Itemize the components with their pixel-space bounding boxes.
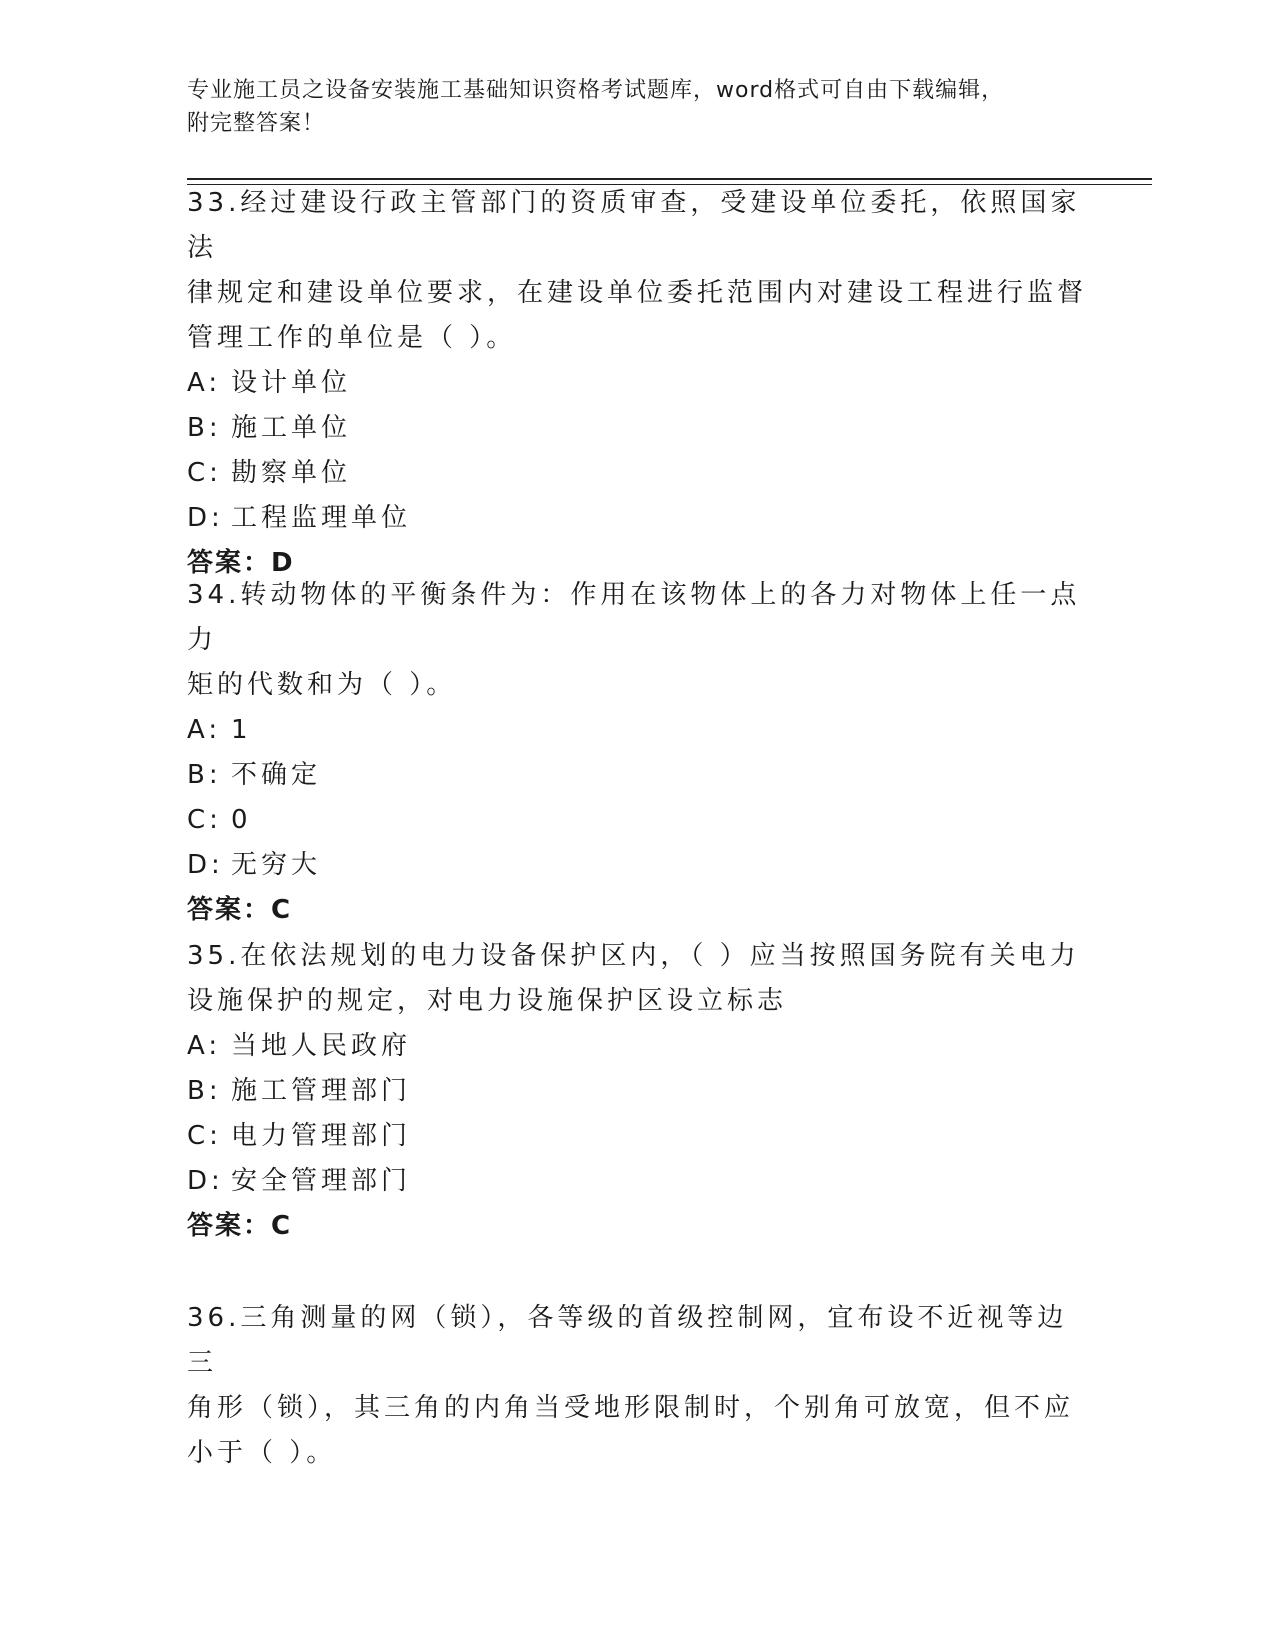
option-b	[187, 753, 1087, 798]
answer-label: 答案：	[187, 1211, 272, 1241]
option-c	[187, 1114, 1087, 1159]
question-36	[187, 1296, 1087, 1476]
question-33	[187, 181, 1087, 586]
option-text: 无穷大	[231, 850, 322, 880]
question-35	[187, 934, 1087, 1249]
option-letter: A:	[187, 715, 222, 745]
option-letter: B:	[187, 413, 222, 443]
option-text: 1	[231, 715, 252, 745]
option-letter: B:	[187, 760, 222, 790]
option-a	[187, 708, 1087, 753]
question-text	[187, 181, 1087, 361]
option-letter: C:	[187, 805, 222, 835]
option-letter: D:	[187, 850, 224, 880]
answer-label: 答案：	[187, 895, 272, 925]
option-letter: A:	[187, 368, 222, 398]
question-line: 34.转动物体的平衡条件为：作用在该物体上的各力对物体上任一点力	[187, 580, 1081, 655]
question-line: 35.在依法规划的电力设备保护区内，（ ）应当按照国务院有关电力	[187, 941, 1080, 971]
question-line: 小于（ ）。	[187, 1438, 337, 1468]
question-line: 矩的代数和为（ ）。	[187, 670, 457, 700]
option-text: 勘察单位	[231, 458, 352, 488]
question-line: 律规定和建设单位要求，在建设单位委托范围内对建设工程进行监督	[187, 278, 1088, 308]
option-a	[187, 1024, 1087, 1069]
option-d	[187, 843, 1087, 888]
question-text	[187, 934, 1087, 1024]
answer-value: C	[271, 895, 293, 925]
option-text: 电力管理部门	[231, 1121, 412, 1151]
option-text: 当地人民政府	[231, 1031, 412, 1061]
question-line: 33.经过建设行政主管部门的资质审查，受建设单位委托，依照国家法	[187, 188, 1081, 263]
option-letter: C:	[187, 1121, 222, 1151]
option-c	[187, 798, 1087, 843]
header-line-1: 专业施工员之设备安装施工基础知识资格考试题库，word格式可自由下载编辑，	[187, 78, 1005, 103]
option-d	[187, 496, 1087, 541]
option-text: 0	[231, 805, 252, 835]
option-text: 施工单位	[231, 413, 352, 443]
question-text	[187, 573, 1087, 708]
option-b	[187, 406, 1087, 451]
option-letter: B:	[187, 1076, 222, 1106]
document-header	[187, 74, 1067, 140]
option-letter: A:	[187, 1031, 222, 1061]
question-text	[187, 1296, 1087, 1476]
answer-label: 答案：	[187, 548, 272, 578]
option-a	[187, 361, 1087, 406]
option-c	[187, 451, 1087, 496]
option-letter: D:	[187, 503, 224, 533]
option-letter: C:	[187, 458, 222, 488]
option-text: 工程监理单位	[231, 503, 412, 533]
answer-line	[187, 888, 1087, 933]
answer-value: C	[271, 1211, 293, 1241]
option-b	[187, 1069, 1087, 1114]
header-line-2: 附完整答案！	[187, 111, 326, 136]
answer-line	[187, 1204, 1087, 1249]
option-text: 设计单位	[231, 368, 352, 398]
option-letter: D:	[187, 1166, 224, 1196]
option-d	[187, 1159, 1087, 1204]
answer-value: D	[271, 548, 295, 578]
option-text: 不确定	[231, 760, 322, 790]
question-line: 36.三角测量的网（锁），各等级的首级控制网，宜布设不近视等边三	[187, 1303, 1068, 1378]
option-text: 安全管理部门	[231, 1166, 412, 1196]
question-line: 设施保护的规定，对电力设施保护区设立标志	[187, 986, 788, 1016]
header-divider-thick	[187, 178, 1152, 180]
question-line: 角形（锁），其三角的内角当受地形限制时，个别角可放宽，但不应	[187, 1393, 1075, 1423]
question-34	[187, 573, 1087, 933]
question-line: 管理工作的单位是（ ）。	[187, 323, 517, 353]
option-text: 施工管理部门	[231, 1076, 412, 1106]
